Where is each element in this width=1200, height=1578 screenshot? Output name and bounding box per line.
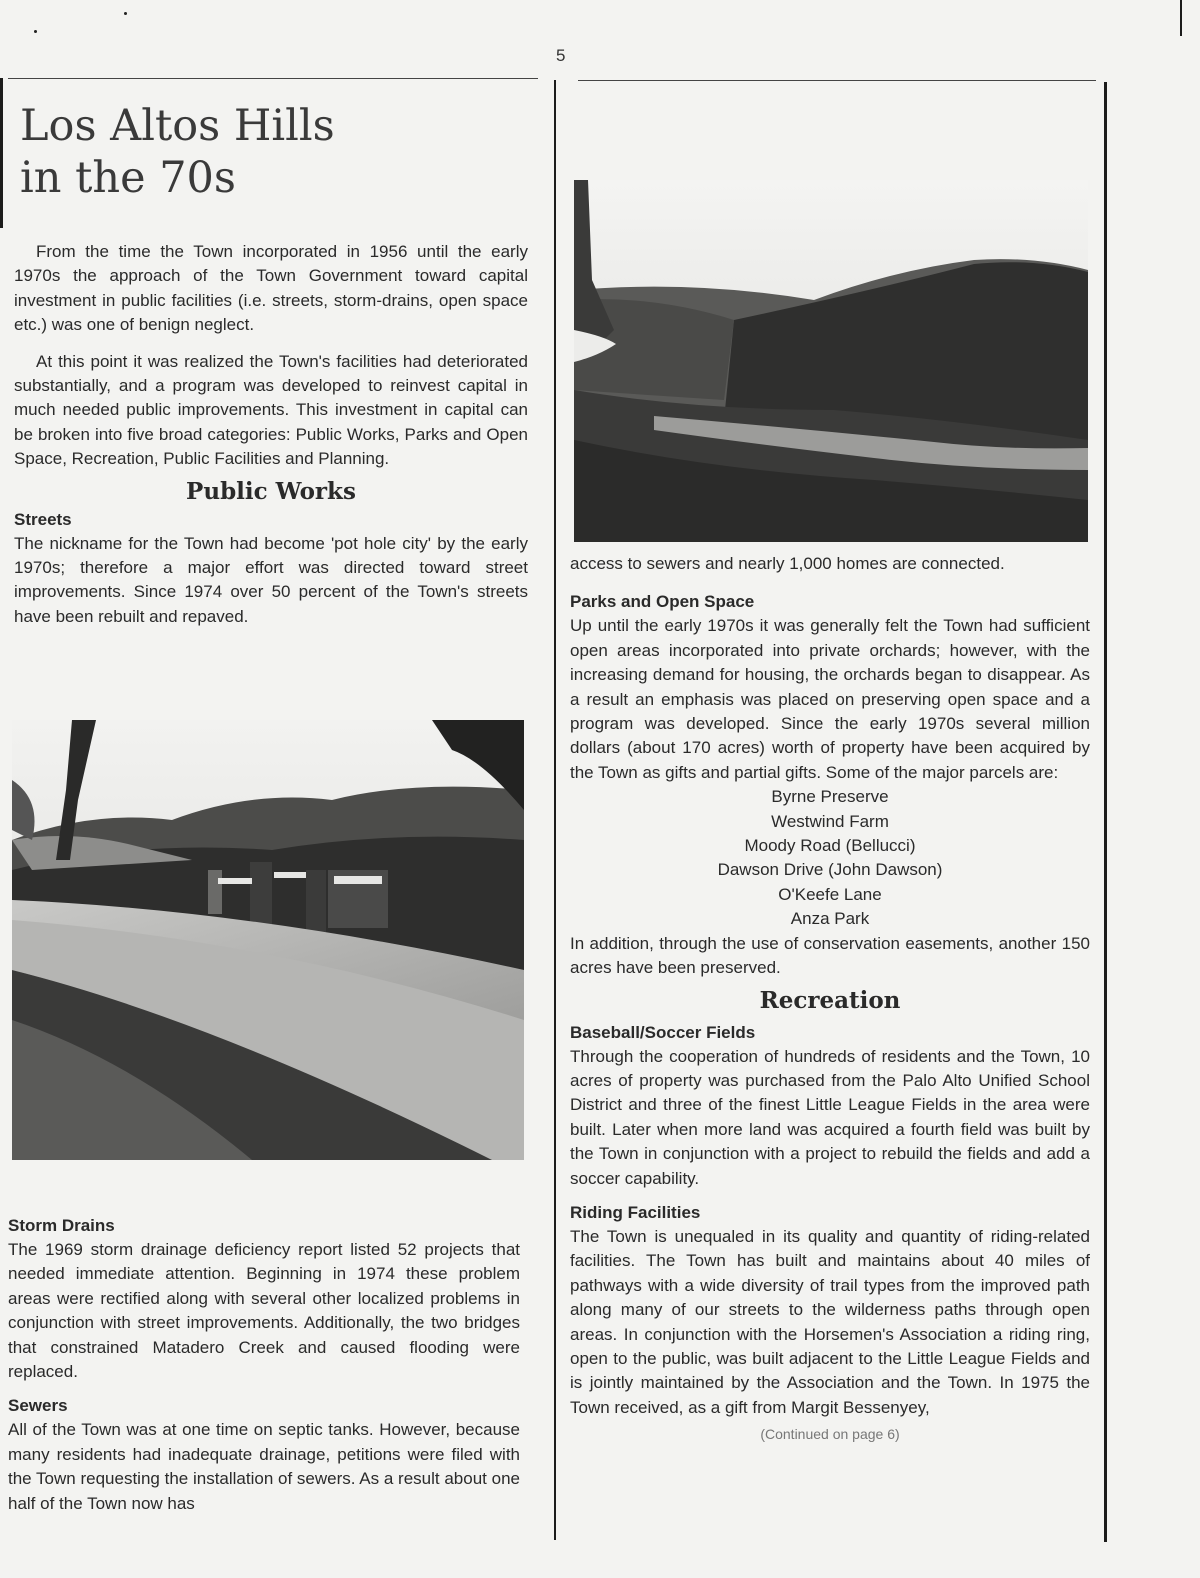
sewers-text: All of the Town was at one time on septic tanks. However, because many residents had inadequate drainage, petitions were filed with the Town requesting the installation of sewers. As a result about one half of the Town now has: [8, 1420, 520, 1513]
intro-paragraph-1: From the time the Town incorporated in 1956 until the early 1970s the approach of the Town Government toward capital investment in public facilities (i.e. streets, storm-drains, open space etc.) was one of benign neglect.: [14, 242, 528, 335]
riding-heading: Riding Facilities: [570, 1202, 701, 1222]
sewers-heading: Sewers: [8, 1396, 68, 1416]
column-divider-rule: [554, 80, 556, 1540]
page-number: 5: [556, 46, 566, 65]
left-column: [14, 100, 528, 629]
parcel-item: Westwind Farm: [771, 811, 889, 831]
parcel-item: Moody Road (Bellucci): [744, 836, 916, 856]
right-margin-rule: [1104, 82, 1107, 1542]
storm-drains-heading: Storm Drains: [8, 1216, 115, 1235]
public-works-heading: Public Works: [186, 477, 356, 505]
sewers-continued-text: access to sewers and nearly 1,000 homes are connected.: [570, 554, 1005, 573]
page-edge-rule: [1180, 0, 1182, 36]
continued-note: (Continued on page 6): [760, 1426, 900, 1443]
scan-speck: [34, 30, 37, 33]
parcel-item: Byrne Preserve: [771, 787, 889, 807]
parcel-item: O'Keefe Lane: [778, 884, 882, 904]
fields-text: Through the cooperation of hundreds of residents and the Town, 10 acres of property was purchased from the Palo Alto Unified School District and three of the finest Little League Fields in the area were built. Later when more land was acquired a fourth field was built by the Town in conjunction with a project to rebuild the fields and add a soccer capability.: [570, 1046, 1090, 1188]
scan-speck: [124, 12, 127, 15]
parks-heading: Parks and Open Space: [570, 592, 755, 612]
intro-paragraph-2: At this point it was realized the Town's facilities had deteriorated substantially, and a program was developed to reinvest capital in much needed public improvements. This investment in capital can be broken into five broad categories: Public Works, Parks and Open Space, Recreation, Public Facilities and Planning.: [14, 351, 528, 469]
parcel-item: Dawson Drive (John Dawson): [717, 860, 943, 880]
title-line-2: in the 70s: [20, 153, 236, 203]
parks-text-2: In addition, through the use of conservation easements, another 150 acres have been preserved.: [570, 933, 1090, 978]
open-space-photo: [574, 180, 1088, 542]
right-column: [570, 552, 1090, 1442]
recreation-heading: Recreation: [759, 986, 901, 1014]
fields-heading: Baseball/Soccer Fields: [570, 1022, 756, 1042]
left-column-lower: [8, 1214, 520, 1516]
top-rule-left: [8, 78, 538, 79]
streets-heading: Streets: [14, 509, 72, 529]
street-photo: [12, 720, 524, 1160]
riding-text: The Town is unequaled in its quality and quantity of riding-related facilities. The Town has built and maintains about 40 miles of pathways with a wide diversity of trail types from the improved path along many of our streets to the wilderness paths through open areas. In conjunction with the Horsemen's Association a riding ring, open to the public, was built adjacent to the Little League Fields and is jointly maintained by the Association and the Town. In 1975 the Town received, as a gift from Margit Bessenyey,: [570, 1226, 1090, 1417]
streets-text: The nickname for the Town had become 'pot hole city' by the early 1970s; therefore a major effort was directed toward street improvements. Since 1974 over 50 percent of the Town's streets have been rebuilt and repaved.: [14, 533, 528, 626]
parcel-item: Anza Park: [790, 909, 870, 929]
left-margin-rule: [0, 78, 3, 228]
top-rule-right: [578, 80, 1096, 81]
article-title: [20, 100, 528, 204]
parks-text: Up until the early 1970s it was generally felt the Town had sufficient open areas incorporated into private orchards; however, with the increasing demand for housing, the orchards began to disappear. As a result an emphasis was placed on preserving open space and a program was developed. Since the early 1970s several million dollars (about 170 acres) worth of property have been acquired by the Town as gifts and partial gifts. Some of the major parcels are:: [570, 616, 1090, 782]
title-line-1: Los Altos Hills: [20, 101, 335, 151]
parcels-list: [570, 785, 1090, 931]
storm-drains-text: The 1969 storm drainage deficiency report listed 52 projects that needed immediate attention. Beginning in 1974 these problem areas were rectified along with several other localized problems in conjunction with street improvements. Additionally, the two bridges that constrained Matadero Creek and caused flooding were replaced.: [8, 1240, 520, 1382]
